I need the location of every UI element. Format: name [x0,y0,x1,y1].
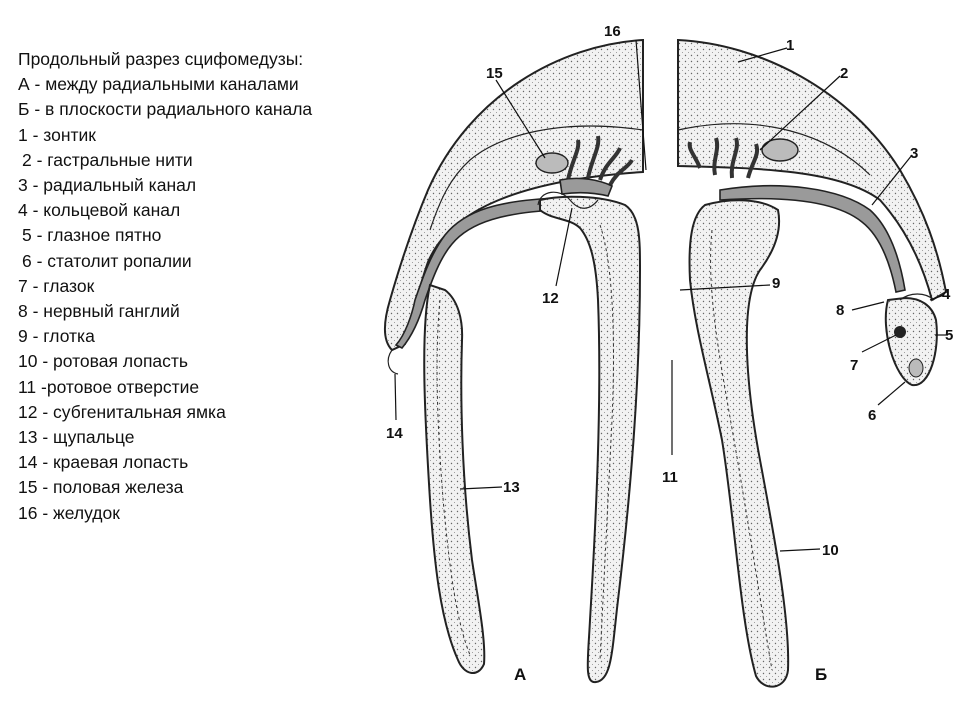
callout-12: 12 [542,290,559,307]
callout-7: 7 [850,357,859,374]
legend-title: Продольный разрез сцифомедузы: [18,49,304,69]
legend-item: 7 - глазок [18,275,95,296]
legend-item: 4 - кольцевой канал [18,200,181,221]
legend-item: 2 - гастральные нити [22,149,193,170]
part-label-a: А [514,665,527,684]
legend-item: 14 - краевая лопасть [18,452,189,473]
legend-item: 16 - желудок [18,502,120,523]
callout-13: 13 [503,479,520,496]
gonad-b [762,139,798,161]
gonad [536,153,568,173]
callout-14: 14 [386,425,403,442]
legend-item: 1 - зонтик [18,124,96,145]
legend-item: 3 - радиальный канал [18,175,197,196]
legend-item: 13 - щупальце [18,427,135,448]
callout-10: 10 [822,542,839,559]
callout-15: 15 [486,65,503,82]
part-label-b: Б [815,665,828,684]
lead-10 [780,549,820,551]
lead-6 [878,382,905,405]
callout-2: 2 [840,65,849,82]
marginal-lobe [388,350,398,374]
callout-8: 8 [836,302,845,319]
legend-item: 12 - субгенитальная ямка [18,401,226,422]
stomach-a [560,178,612,196]
legend-item: 6 - статолит ропалии [22,250,192,271]
lead-14 [395,374,396,420]
lead-13 [460,487,502,489]
oral-arm-a [540,197,640,682]
callout-3: 3 [910,145,919,162]
callout-11: 11 [662,469,678,486]
legend-item: 10 - ротовая лопасть [18,351,189,372]
callout-5: 5 [945,327,954,344]
legend-item: 8 - нервный ганглий [18,301,180,322]
callout-9: 9 [772,275,781,292]
legend-section-a: А - между радиальными каналами [18,74,299,95]
callout-1: 1 [786,37,795,54]
legend-item: 9 - глотка [18,326,95,347]
tentacle [424,285,484,673]
ocellus [894,326,906,338]
callout-4: 4 [942,286,951,303]
statolith [909,359,923,377]
callout-6: 6 [868,407,877,424]
legend-section-b: Б - в плоскости радиального канала [18,99,313,120]
callout-16: 16 [604,23,621,40]
lead-8 [852,302,884,310]
legend-item: 5 - глазное пятно [22,225,162,246]
oral-arm-b [690,200,789,686]
legend-item: 11 -ротовое отверстие [18,376,200,397]
legend-item: 15 - половая железа [18,477,184,498]
